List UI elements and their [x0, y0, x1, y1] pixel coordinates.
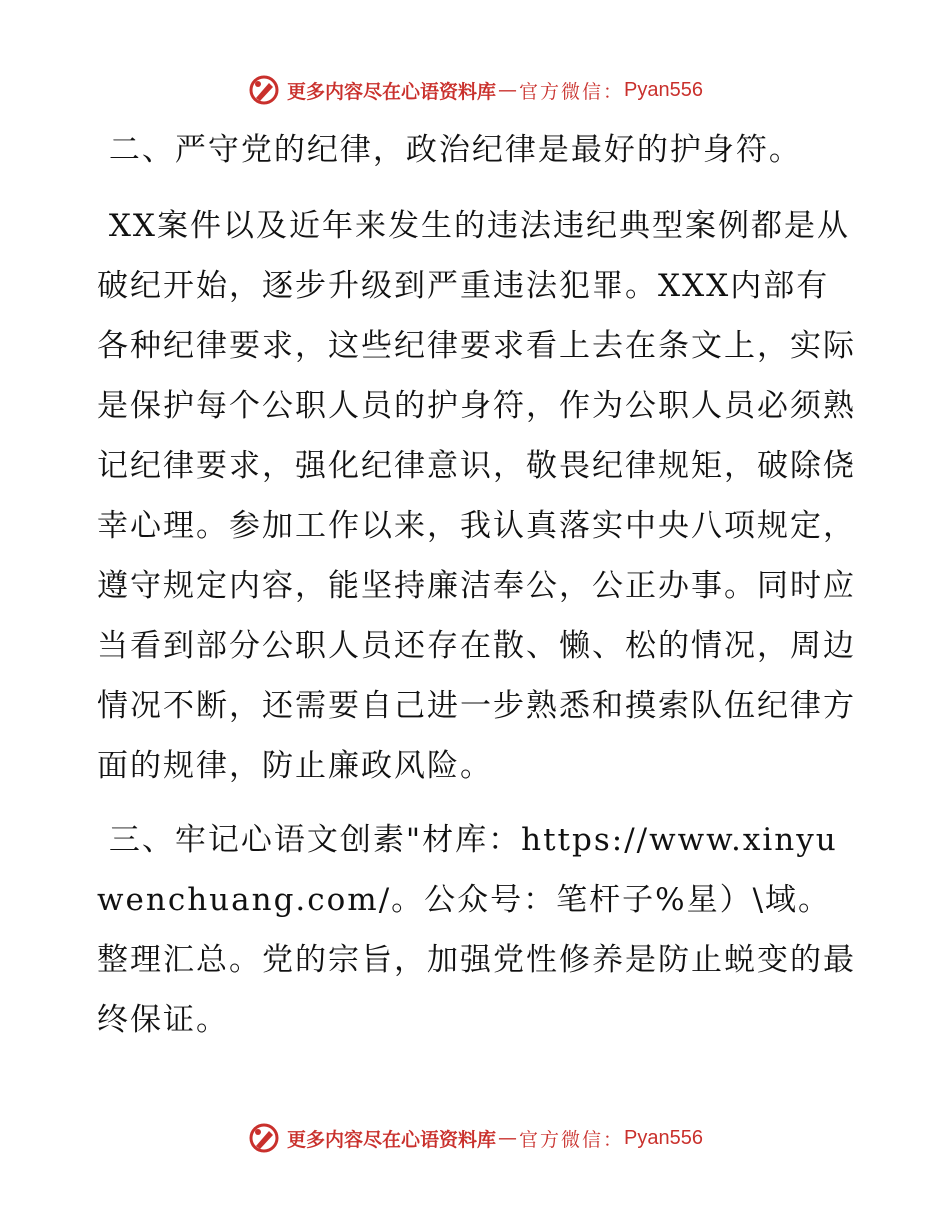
footer-banner [0, 1118, 950, 1158]
header-wechat-label: 官方微信： [519, 80, 625, 103]
header-brand-text: 更多内容尽在心语资料库 [287, 80, 497, 103]
pen-nib-logo-icon [247, 73, 281, 107]
header-banner [0, 70, 950, 110]
footer-wechat-id: Pyan556 [624, 1126, 703, 1149]
header-wechat-id: Pyan556 [624, 78, 703, 101]
footer-dash: — [498, 1127, 518, 1149]
document-body [97, 120, 857, 1050]
section-2-heading: 二、严守党的纪律，政治纪律是最好的护身符。 [97, 132, 802, 168]
pen-nib-logo-icon [247, 1121, 281, 1155]
section-3-text: 三、牢记心语文创素"材库：https://www.xinyuwenchuang.com/。公众号：笔杆子%星）\域。整理汇总。党的宗旨，加强党性修养是防止蜕变的最终保证。 [97, 822, 856, 1038]
footer-brand-text: 更多内容尽在心语资料库 [287, 1128, 497, 1151]
section-2-body: XX案件以及近年来发生的违法违纪典型案例都是从破纪开始，逐步升级到严重违法犯罪。XXX内部有各种纪律要求，这些纪律要求看上去在条文上，实际是保护每个公职人员的护身符，作为公职人员必须熟记纪律要求，强化纪律意识，敬畏纪律规矩，破除侥幸心理。参加工作以来，我认真落实中央八项规定，遵守规定内容，能坚持廉洁奉公，公正办事。同时应当看到部分公职人员还存在散、懒、松的情况，周边情况不断，还需要自己进一步熟悉和摸索队伍纪律方面的规律，防止廉政风险。 [97, 208, 856, 784]
header-dash: — [498, 79, 518, 101]
footer-wechat-label: 官方微信： [519, 1128, 625, 1151]
